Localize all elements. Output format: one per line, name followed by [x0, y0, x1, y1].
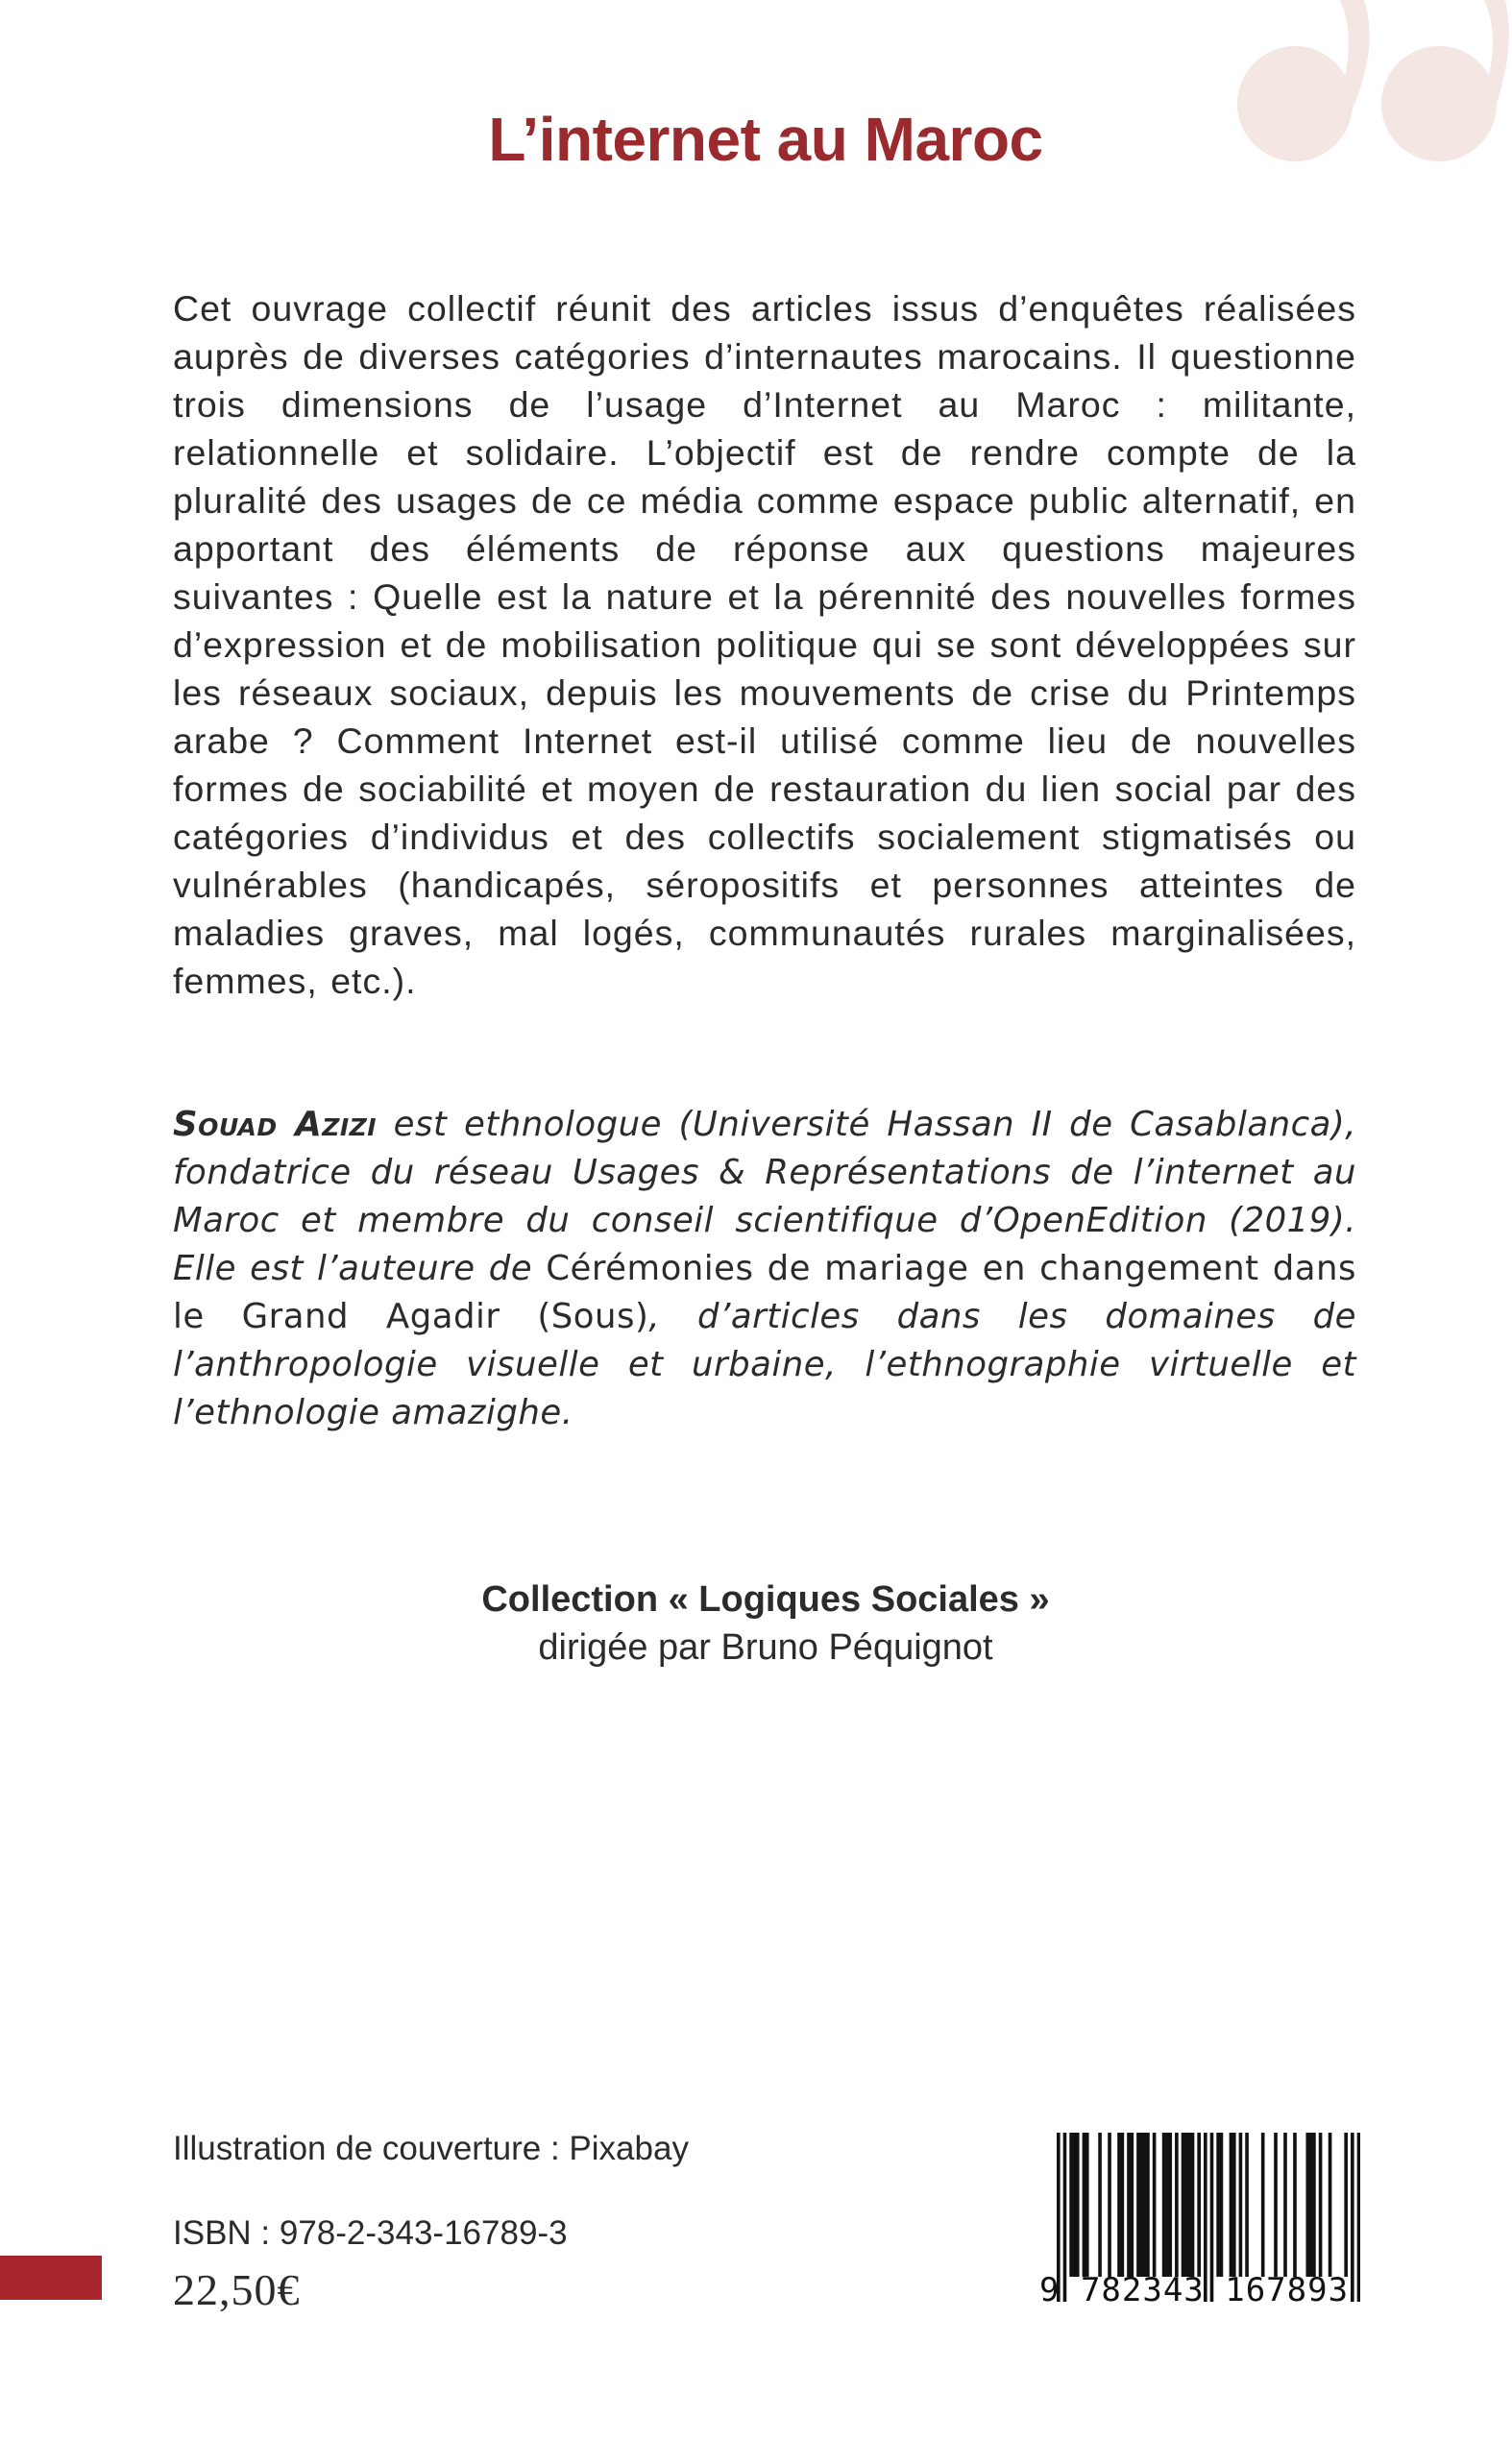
barcode-bar: [1309, 2133, 1313, 2277]
bio-text-part1: est ethnologue (Université Hassan II de Casablanca), fondatrice du réseau Usages & Représentations de l’internet au Maroc et membre du conseil scientifique d’OpenEdition (2019). Elle est l’auteure de: [173, 1105, 1356, 1288]
barcode-bar: [1293, 2133, 1297, 2277]
barcode-bar: [1083, 2133, 1086, 2277]
barcode-bar: [1165, 2133, 1169, 2277]
illustration-credit: Illustration de couverture : Pixabay: [173, 2130, 689, 2167]
barcode-bar: [1136, 2133, 1140, 2277]
barcode-bar: [1182, 2133, 1185, 2277]
barcode-bar: [1085, 2133, 1089, 2277]
book-title: L’internet au Maroc: [488, 105, 1043, 174]
barcode-bar: [1187, 2133, 1191, 2277]
price: 22,50€: [173, 2265, 301, 2314]
barcode-bar: [1220, 2133, 1224, 2277]
collection-director: dirigée par Bruno Péquignot: [538, 1627, 993, 1668]
barcode-bar: [1143, 2133, 1147, 2277]
barcode-bar: [1191, 2133, 1195, 2277]
barcode-bar: [1131, 2133, 1134, 2277]
barcode-bar: [1117, 2133, 1121, 2277]
barcode-bar: [1274, 2133, 1278, 2277]
barcode-bar: [1283, 2133, 1287, 2277]
barcode-bar: [1230, 2133, 1233, 2277]
barcode-bar: [1216, 2133, 1220, 2277]
barcode-bar: [1305, 2133, 1309, 2277]
book-summary: Cet ouvrage collectif réunit des articles issus d’enquêtes réalisées auprès de diverses catégories d’internautes marocains. Il questionne trois dimensions de l’usage d’Internet au Maroc : militante, relationnelle et solidaire. L’objectif est de rendre compte de la pluralité des usages de ce média comme espace public alternatif, en apportant des éléments de réponse aux questions majeures suivantes : Quelle est la nature et la pérennité des nouvelles formes d’expression et de mobilisation politique qui se sont développées sur les réseaux sociaux, depuis les mouvements de crise du Printemps arabe ? Comment Internet est-il utilisé comme lieu de nouvelles formes de sociabilité et moyen de restauration du lien social par des catégories d’individus et des collectifs socialement stigmatisés ou vulnérables (handicapés, séropositifs et personnes atteintes de maladies graves, mal logés, communautés rurales marginalisées, femmes, etc.).: [173, 288, 1356, 1001]
barcode-bar: [1162, 2133, 1166, 2277]
barcode-bar: [1319, 2133, 1323, 2277]
barcode-bar: [1175, 2133, 1179, 2277]
collection-name: Collection « Logiques Sociales »: [481, 1579, 1050, 1620]
barcode-bar: [1076, 2133, 1080, 2277]
barcode-bar: [1069, 2133, 1073, 2277]
barcode-bar: [1098, 2133, 1102, 2277]
barcode-bar: [1245, 2133, 1249, 2277]
isbn: ISBN : 978-2-343-16789-3: [173, 2214, 568, 2252]
barcode-bar: [1073, 2133, 1077, 2277]
barcode-bar: [1232, 2133, 1236, 2277]
barcode-bar: [1239, 2133, 1243, 2277]
barcode-bar: [1312, 2133, 1316, 2277]
barcode-bar: [1108, 2133, 1111, 2277]
bio-book-title: Cérémonies de mariage en changement dans le Grand Agadir (Sous): [173, 1249, 1356, 1336]
author-name: Souad Azizi: [173, 1105, 378, 1144]
barcode-bar: [1261, 2133, 1265, 2277]
collection-info: [0, 1575, 1512, 1672]
author-bio: [173, 1101, 1356, 1437]
barcode-bar: [1184, 2133, 1188, 2277]
barcode-bar: [1146, 2133, 1150, 2277]
barcode-bar: [1139, 2133, 1143, 2277]
barcode-bar: [1329, 2133, 1332, 2277]
barcode-bar: [1153, 2133, 1157, 2277]
barcode-bar: [1168, 2133, 1172, 2277]
bio-text-part2: , d’articles dans les domaines de l’anthropologie visuelle et urbaine, l’ethnographie virtuelle et l’ethnologie amazighe.: [173, 1297, 1356, 1432]
barcode-bar: [1197, 2133, 1201, 2277]
barcode-bar: [1121, 2133, 1125, 2277]
red-accent-tab: [0, 2256, 102, 2300]
barcode-digits: 9 782343 167893: [1039, 2271, 1350, 2309]
barcode-bar: [1127, 2133, 1131, 2277]
barcode-bar: [1344, 2133, 1348, 2277]
